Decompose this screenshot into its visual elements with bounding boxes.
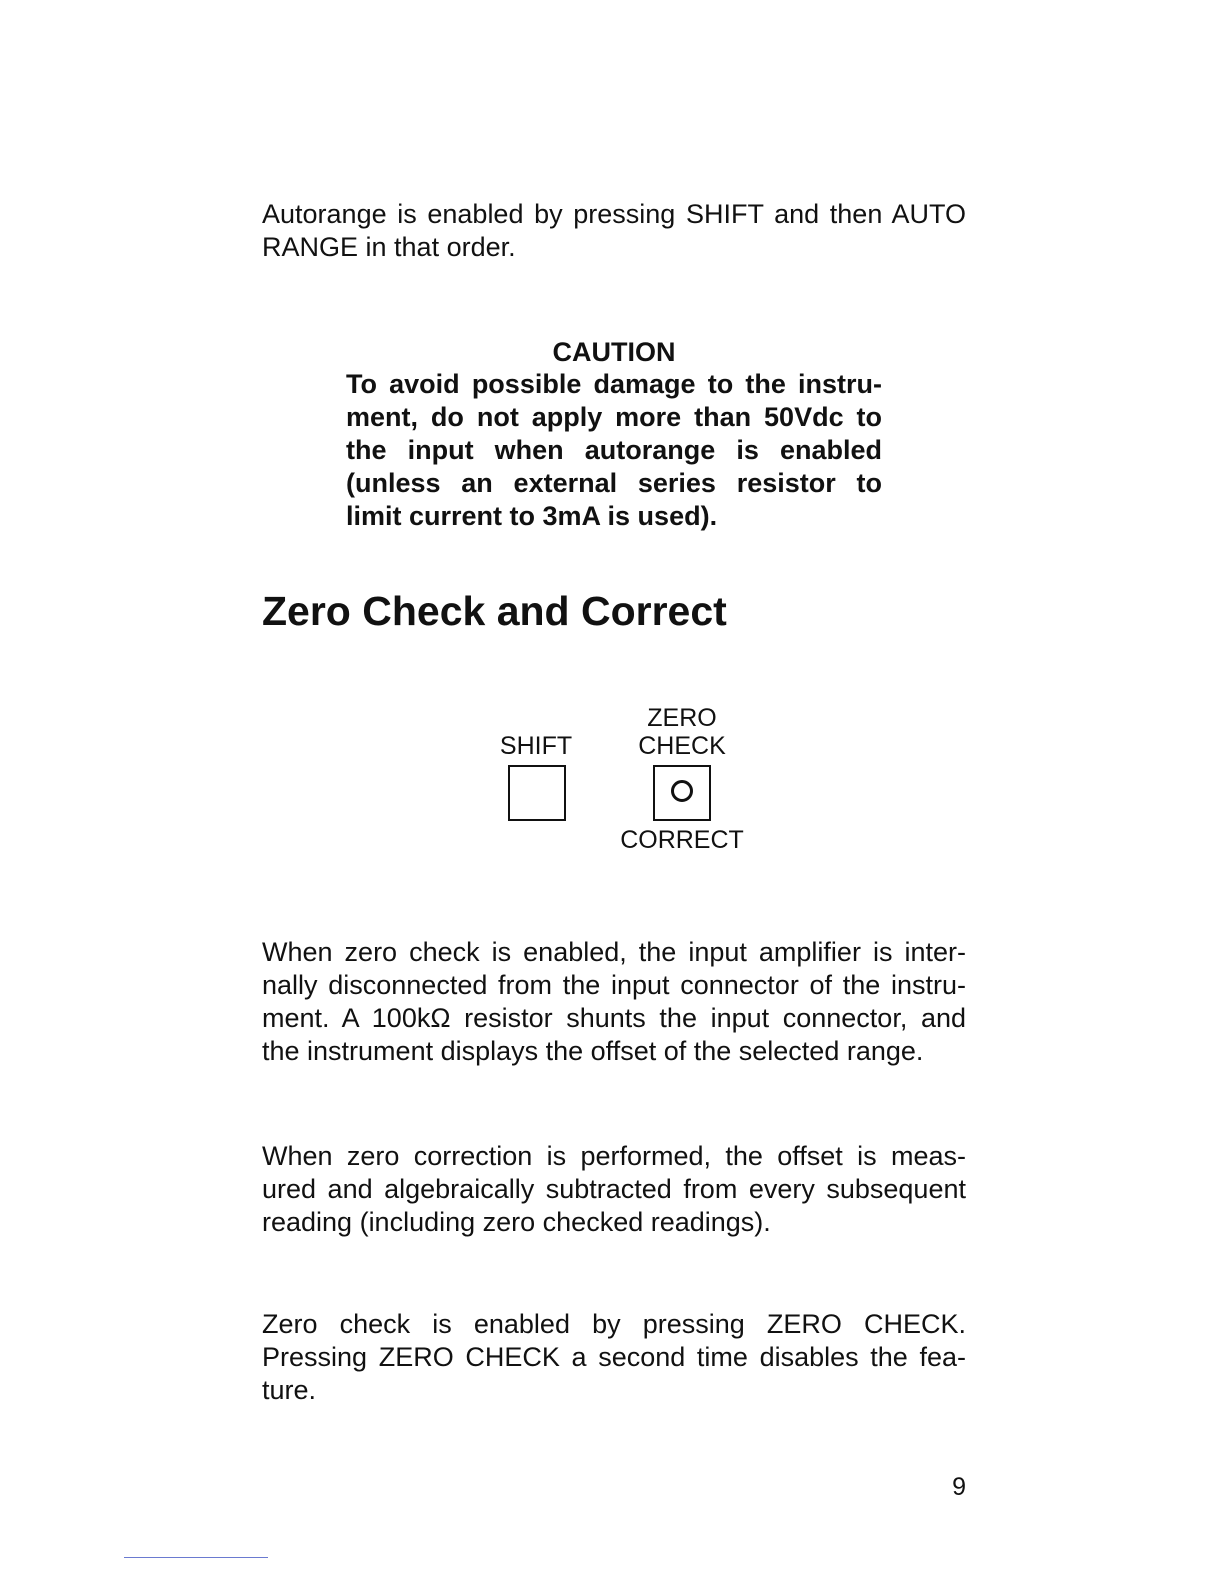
caution-line-2: ment, do not apply more than 50Vdc to [346,402,882,432]
zero-check-line-4: the instrument displays the offset of the selected range. [262,1036,924,1066]
zero-check-line-3: ment. A 100kΩ resistor shunts the input connector, and [262,1003,966,1033]
caution-body [346,368,882,533]
caution-line-5: limit current to 3mA is used). [346,501,718,531]
correct-label: CORRECT [620,826,744,854]
key-indicator-circle-icon [671,780,693,802]
caution-title: CAUTION [552,337,676,367]
zero-check-key-icon [653,765,711,821]
enable-line-1: Zero check is enabled by pressing ZERO CHECK. [262,1309,966,1339]
zero-check-label-bottom: CHECK [638,732,726,760]
shift-key-label: SHIFT [499,732,573,760]
zero-correction-paragraph [262,1140,966,1239]
enable-line-3: ture. [262,1375,317,1405]
zero-correction-line-2: ured and algebraically subtracted from every subsequent [262,1174,966,1204]
zero-check-label-top: ZERO [647,704,717,732]
zero-correction-line-3: reading (including zero checked readings). [262,1207,771,1237]
page-edge-rule [124,1557,268,1558]
caution-line-3: the input when autorange is enabled [346,435,882,465]
zero-check-line-2: nally disconnected from the input connector of the instru- [262,970,966,1000]
enable-line-2: Pressing ZERO CHECK a second time disables the fea- [262,1342,966,1372]
zero-check-paragraph [262,936,966,1068]
autorange-paragraph [262,198,966,264]
caution-line-4: (unless an external series resistor to [346,468,882,498]
page-number: 9 [952,1473,966,1501]
shift-key-icon [508,765,566,821]
autorange-line-1: Autorange is enabled by pressing SHIFT and then AUTO [262,199,966,229]
section-heading: Zero Check and Correct [262,588,727,634]
caution-line-1: To avoid possible damage to the instru- [346,369,882,399]
zero-correction-line-1: When zero correction is performed, the offset is meas- [262,1141,966,1171]
zero-check-line-1: When zero check is enabled, the input amplifier is inter- [262,937,966,967]
zero-check-enable-paragraph [262,1308,966,1407]
autorange-line-2: RANGE in that order. [262,232,516,262]
